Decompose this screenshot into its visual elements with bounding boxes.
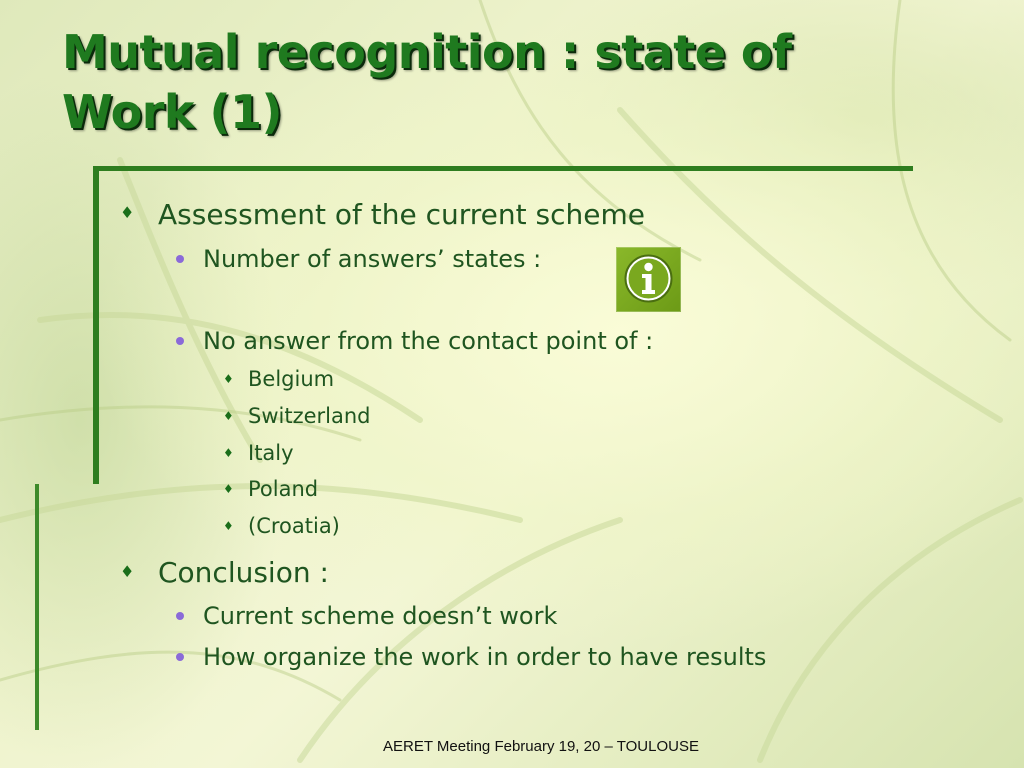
bullet-current-scheme: Current scheme doesn’t work [203, 602, 558, 630]
diamond-bullet-icon: ♦ [223, 482, 234, 496]
left-accent-bar [93, 166, 99, 484]
country-croatia: (Croatia) [248, 514, 340, 538]
bullet-how-organize: How organize the work in order to have results [203, 643, 767, 671]
dot-bullet-icon [176, 255, 184, 263]
slide-title [62, 22, 942, 142]
bullet-no-answer: No answer from the contact point of : [203, 327, 654, 355]
diamond-bullet-icon: ♦ [223, 446, 234, 460]
slide-footer: AERET Meeting February 19, 20 – TOULOUSE [383, 738, 699, 755]
diamond-bullet-icon: ♦ [223, 372, 234, 386]
bullet-assessment: Assessment of the current scheme [158, 198, 645, 231]
left-accent-bar-lower [35, 484, 39, 730]
dot-bullet-icon [176, 337, 184, 345]
country-belgium: Belgium [248, 367, 335, 391]
diamond-bullet-icon: ♦ [223, 409, 234, 423]
title-line-1: Mutual recognition : state of [62, 25, 792, 79]
diamond-bullet-icon: ♦ [223, 519, 234, 533]
dot-bullet-icon [176, 653, 184, 661]
title-divider [93, 166, 913, 171]
diamond-bullet-icon: ♦ [120, 203, 135, 222]
country-italy: Italy [248, 441, 294, 465]
country-switzerland: Switzerland [248, 404, 371, 428]
bullet-conclusion: Conclusion : [158, 556, 329, 589]
diamond-bullet-icon: ♦ [120, 562, 135, 581]
bullet-number-of-answers: Number of answers’ states : [203, 245, 542, 273]
info-icon[interactable] [616, 247, 681, 312]
title-line-2: Work (1) [62, 85, 283, 139]
dot-bullet-icon [176, 612, 184, 620]
country-poland: Poland [248, 477, 319, 501]
